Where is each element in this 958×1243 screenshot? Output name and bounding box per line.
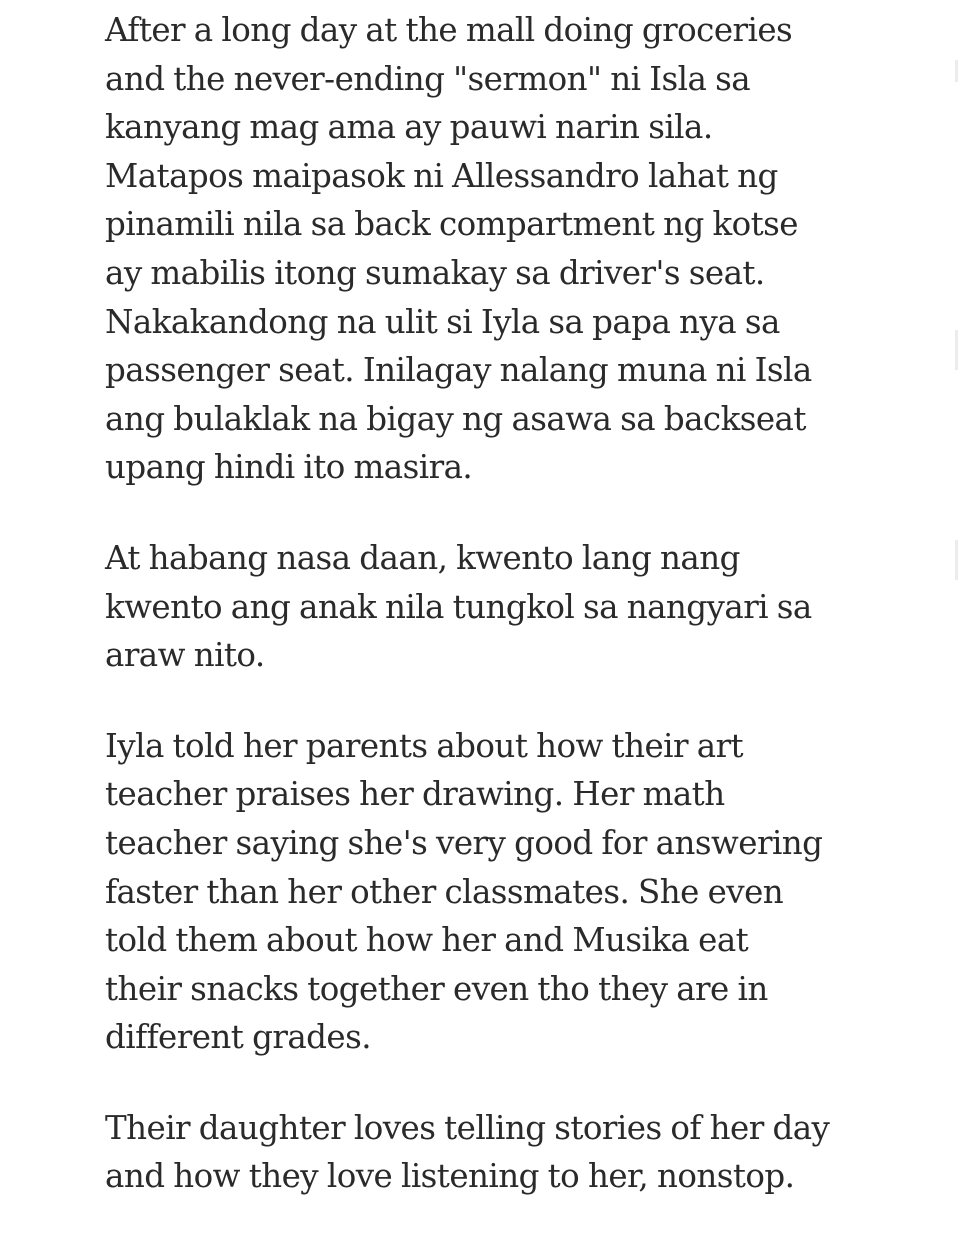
text-line: and the never-ending "sermon" ni Isla sa [105, 59, 751, 98]
story-paragraph [105, 1104, 865, 1201]
text-line: and how they love listening to her, nonstop. [105, 1157, 795, 1196]
text-line: their snacks together even tho they are in [105, 969, 768, 1008]
text-line: pinamili nila sa back compartment ng kotse [105, 205, 798, 244]
text-line: araw nito. [105, 636, 265, 675]
text-line: kanyang mag ama ay pauwi narin sila. [105, 108, 713, 147]
text-line: Nakakandong na ulit si Iyla sa papa nya sa [105, 302, 780, 341]
story-text [105, 6, 865, 1243]
text-line: Their daughter loves telling stories of her day [105, 1108, 830, 1147]
text-line: At habang nasa daan, kwento lang nang [105, 538, 740, 577]
text-line: After a long day at the mall doing groceries [105, 11, 793, 49]
text-line: different grades. [105, 1018, 371, 1057]
story-paragraph [105, 6, 865, 492]
text-line: told them about how her and Musika eat [105, 921, 749, 960]
text-line: ay mabilis itong sumakay sa driver's seat. [105, 253, 765, 292]
text-line: Matapos maipasok ni Allessandro lahat ng [105, 156, 778, 195]
text-line: teacher saying she's very good for answering [105, 823, 823, 862]
text-line: ang bulaklak na bigay ng asawa sa backseat [105, 399, 806, 438]
text-line: Iyla told her parents about how their art [105, 726, 744, 765]
text-line: upang hindi ito masira. [105, 448, 473, 487]
story-paragraph [105, 722, 865, 1062]
text-line: teacher praises her drawing. Her math [105, 775, 725, 814]
text-line: faster than her other classmates. She even [105, 872, 784, 911]
story-paragraph [105, 534, 865, 680]
text-line: kwento ang anak nila tungkol sa nangyari sa [105, 587, 812, 626]
text-line: passenger seat. Inilagay nalang muna ni Isla [105, 351, 812, 390]
